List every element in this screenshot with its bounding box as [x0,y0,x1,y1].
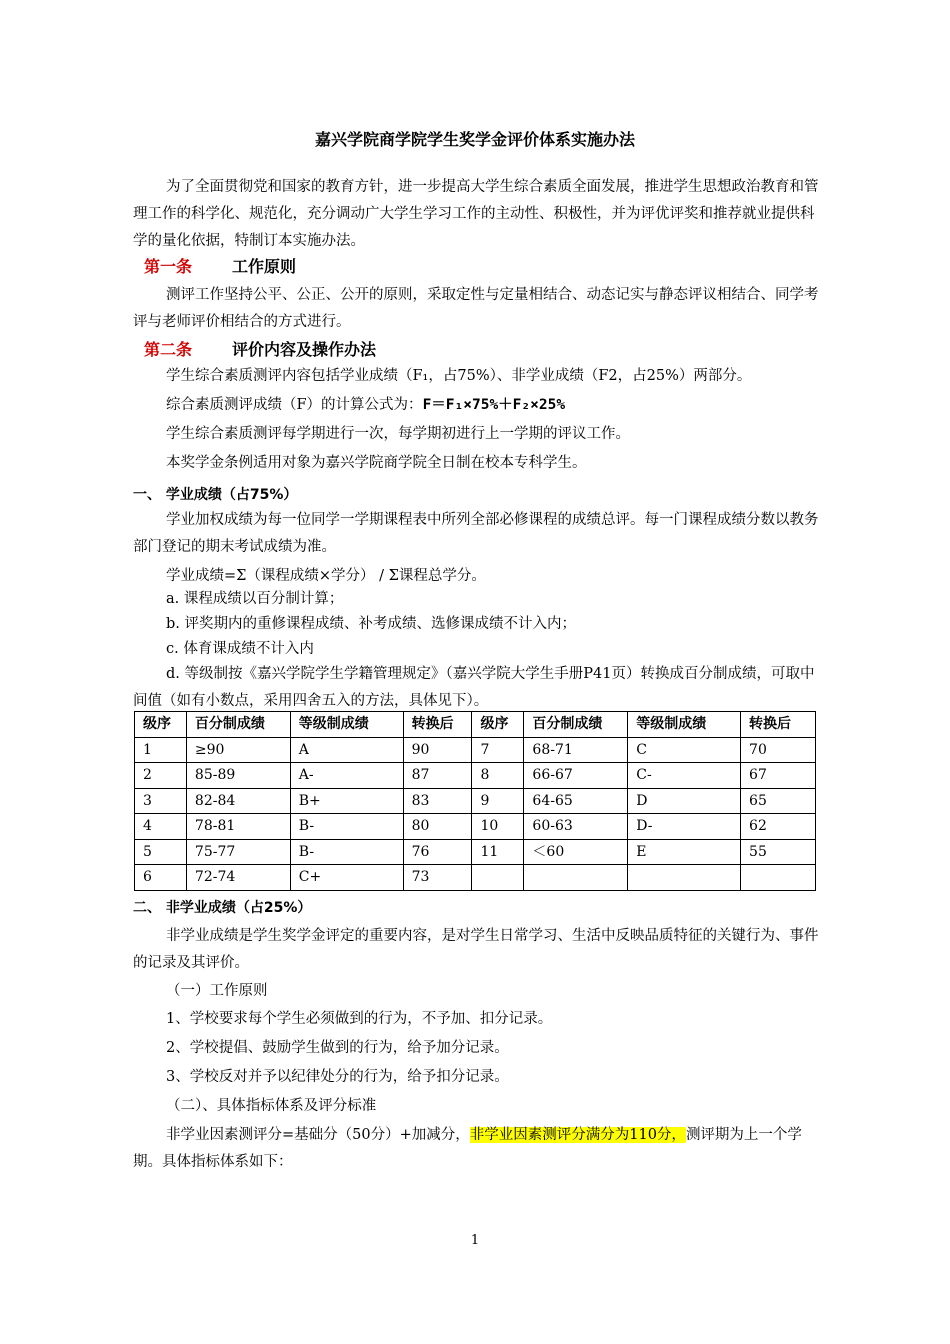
table-cell: C+ [290,865,403,891]
article2-line2 [166,392,565,419]
table-cell: 9 [472,788,524,814]
table-cell: B+ [290,788,403,814]
table-cell: 72-74 [186,865,290,891]
article2-line3: 学生综合素质测评每学期进行一次，每学期初进行上一学期的评议工作。 [166,426,630,442]
table-cell: 2 [135,763,187,789]
section2-sub2: （二）、具体指标体系及评分标准 [166,1098,377,1114]
table-cell: 10 [472,814,524,840]
article2-heading [144,337,376,360]
table-cell: D [628,788,741,814]
section2-paragraph: 非学业成绩是学生奖学金评定的重要内容，是对学生日常学习、生活中反映品质特征的关键行为、事件的记录及其评价。 [133,928,819,971]
section1-formula: 学业成绩=Σ（课程成绩×学分） / Σ课程总学分。 [166,568,486,584]
article2-number: 第二条 [144,340,193,359]
section2-heading: 二、 非学业成绩（占25%） [133,900,312,916]
table-cell: 5 [135,839,187,865]
table-cell: D- [628,814,741,840]
article2-line4: 本奖学金条例适用对象为嘉兴学院商学院全日制在校本专科学生。 [166,455,587,471]
article1-paragraph: 测评工作坚持公平、公正、公开的原则，采取定性与定量相结合、动态记实与静态评议相结合、同学考评与老师评价相结合的方式进行。 [133,287,819,330]
intro-paragraph: 为了全面贯彻党和国家的教育方针，进一步提高大学生综合素质全面发展，推进学生思想政治教育和管理工作的科学化、规范化，充分调动广大学生学习工作的主动性、积极性，并为评优评奖和推荐就业提供科学的量化依据，特制订本实施办法。 [133,179,819,249]
table-row [135,814,816,840]
grade-conversion-table [134,711,816,891]
table-cell: A [290,737,403,763]
table-cell: 85-89 [186,763,290,789]
table-cell: B- [290,839,403,865]
table-cell: 73 [403,865,472,891]
table-cell: 4 [135,814,187,840]
table-row [135,865,816,891]
table-cell: 83 [403,788,472,814]
table-cell [741,865,816,891]
header-cell: 等级制成绩 [628,712,741,738]
table-cell: 80 [403,814,472,840]
section2-point3: 3、学校反对并予以纪律处分的行为，给予扣分记录。 [166,1069,509,1085]
table-cell: C [628,737,741,763]
table-cell: 8 [472,763,524,789]
table-cell: 55 [741,839,816,865]
page-number: 1 [470,1233,480,1248]
table-cell: A- [290,763,403,789]
header-cell: 转换后 [403,712,472,738]
table-cell: 76 [403,839,472,865]
section2-last-paragraph [133,1122,819,1176]
table-cell: ≥90 [186,737,290,763]
section1-paragraph: 学业加权成绩为每一位同学一学期课程表中所列全部必修课程的成绩总评。每一门课程成绩分数以教务部门登记的期末考试成绩为准。 [133,512,819,555]
table-header-row [135,712,816,738]
table-cell: 60-63 [524,814,628,840]
formula-label: 综合素质测评成绩（F）的计算公式为： [166,397,423,413]
score-formula-text: 非学业因素测评分=基础分（50分）+加减分， [166,1127,470,1143]
table-row [135,788,816,814]
table-cell: 3 [135,788,187,814]
section2-point2: 2、学校提倡、鼓励学生做到的行为，给予加分记录。 [166,1040,509,1056]
table-cell: 68-71 [524,737,628,763]
article2-title: 评价内容及操作办法 [232,340,377,359]
table-cell: E [628,839,741,865]
table-cell: 65 [741,788,816,814]
table-cell: 78-81 [186,814,290,840]
section2-sub1: （一）工作原则 [166,983,268,999]
table-cell: 64-65 [524,788,628,814]
section1-item-a: a. 课程成绩以百分制计算； [166,591,344,607]
article2-line1: 学生综合素质测评内容包括学业成绩（F₁，占75%）、非学业成绩（F2，占25%）两部分。 [166,368,752,384]
section2-point1: 1、学校要求每个学生必须做到的行为，不予加、扣分记录。 [166,1011,553,1027]
header-cell: 转换后 [741,712,816,738]
header-cell: 级序 [472,712,524,738]
section1-item-d: d. 等级制按《嘉兴学院学生学籍管理规定》（嘉兴学院大学生手册P41页）转换成百分制成绩，可取中间值（如有小数点，采用四舍五入的方法，具体见下）。 [133,666,815,709]
header-cell: 百分制成绩 [186,712,290,738]
table-cell: 7 [472,737,524,763]
section1-item-c: c. 体育课成绩不计入内 [166,641,314,657]
table-cell: B- [290,814,403,840]
table-cell: 62 [741,814,816,840]
table-cell: 70 [741,737,816,763]
article1-number: 第一条 [144,257,193,276]
table-cell [472,865,524,891]
highlighted-max-score: 非学业因素测评分满分为110分， [469,1127,686,1143]
table-cell: 82-84 [186,788,290,814]
table-row [135,737,816,763]
document-title: 嘉兴学院商学院学生奖学金评价体系实施办法 [314,130,635,149]
header-cell: 百分制成绩 [524,712,628,738]
table-cell: 6 [135,865,187,891]
table-row [135,839,816,865]
table-cell: 11 [472,839,524,865]
section1-item-b: b. 评奖期内的重修课程成绩、补考成绩、选修课成绩不计入内； [166,616,576,632]
table-cell: ＜60 [524,839,628,865]
table-row [135,763,816,789]
table-cell: C- [628,763,741,789]
table-cell: 90 [403,737,472,763]
table-cell: 67 [741,763,816,789]
table-cell: 66-67 [524,763,628,789]
table-cell: 87 [403,763,472,789]
table-cell: 1 [135,737,187,763]
table-cell [524,865,628,891]
header-cell: 级序 [135,712,187,738]
article1-heading [144,254,296,277]
section1-heading: 一、 学业成绩（占75%） [133,487,298,503]
table-cell [628,865,741,891]
composite-formula: F＝F₁×75%＋F₂×25% [422,397,566,413]
article1-title: 工作原则 [232,257,297,276]
header-cell: 等级制成绩 [290,712,403,738]
table-cell: 75-77 [186,839,290,865]
evaluation-period-text: 测评期为上一个学期。具体指标体系如下： [133,1127,802,1170]
